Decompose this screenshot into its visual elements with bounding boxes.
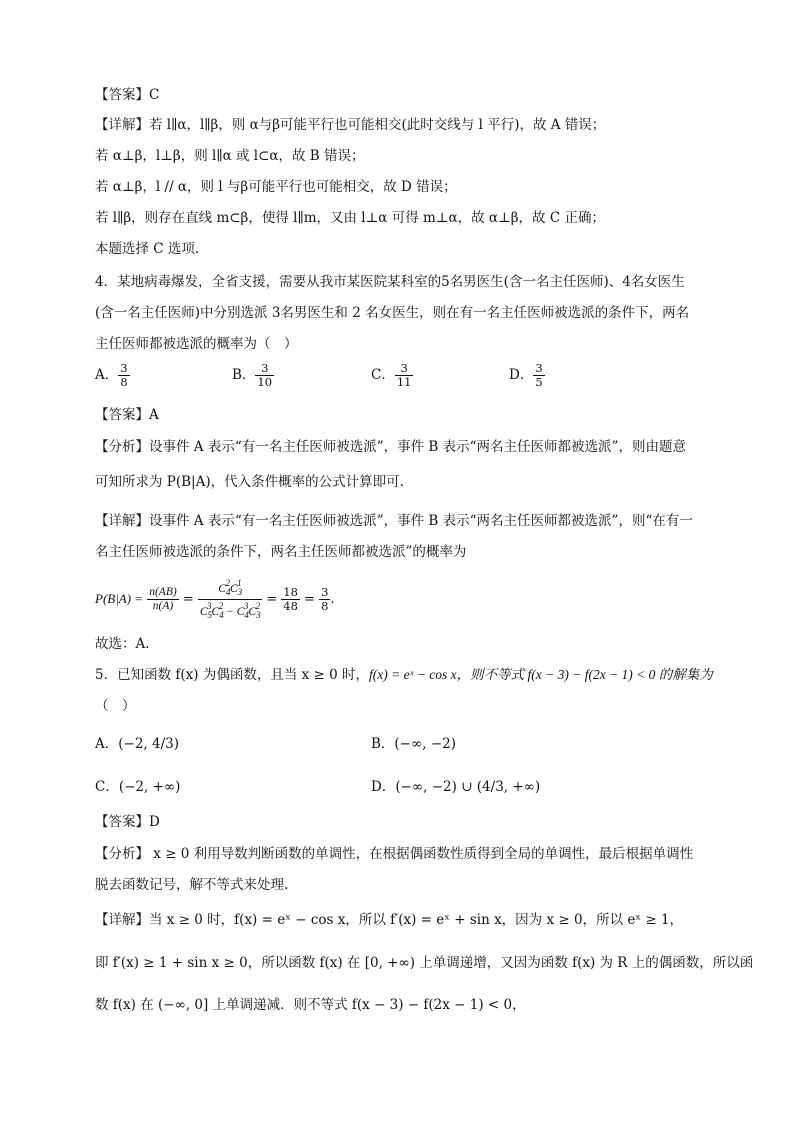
q4-option-a bbox=[95, 362, 130, 389]
q5-answer: 【答案】D bbox=[95, 814, 160, 830]
q5-stem-part: 5．已知函数 f(x) 为偶函数，且当 x ≥ 0 时， bbox=[95, 667, 369, 683]
fraction-denominator: 8 bbox=[321, 599, 329, 613]
fraction-numerator: n(AB) bbox=[149, 586, 177, 598]
q4-detail-line: 【详解】设事件 A 表示“有一名主任医师被选派”，事件 B 表示“两名主任医师都被选派”，则“在有一 bbox=[95, 513, 693, 529]
q3-answer: 【答案】C bbox=[95, 87, 160, 103]
fraction-numerator: 3 bbox=[395, 362, 414, 376]
fraction-denominator: 48 bbox=[283, 599, 298, 613]
q5-detail-line: 【详解】当 x ≥ 0 时，f(x) = eˣ − cos x，所以 f′(x) = eˣ + sin x，因为 x ≥ 0，所以 eˣ ≥ 1， bbox=[95, 912, 684, 928]
fraction-denominator: 10 bbox=[257, 375, 273, 389]
q5-detail-line: 数 f(x) 在 (−∞, 0] 上单调递减．则不等式 f(x − 3) − f(2x − 1) < 0， bbox=[95, 997, 526, 1013]
q4-option-c bbox=[371, 362, 413, 389]
q5-stem-line: （ ） bbox=[95, 698, 136, 714]
q4-option-b bbox=[232, 362, 274, 389]
fraction-denominator: 8 bbox=[120, 375, 128, 389]
q5-option-b: B．(−∞, −2) bbox=[371, 736, 456, 752]
q5-option-d: D．(−∞, −2) ∪ (4/3, +∞) bbox=[371, 779, 541, 795]
combination-fraction: $\frac{C_4^2C_3^1}{C_5^3C_4^2 - C_4^3C_3^2}$ bbox=[199, 578, 261, 620]
q4-stem-line: (含一名主任医师)中分别选派 3名男医生和 2 名女医生，则在有一名主任医师被选派的条件下，两名 bbox=[95, 305, 690, 321]
q5-option-a: A．(−2, 4/3) bbox=[95, 736, 179, 752]
q5-analysis-line: 【分析】 x ≥ 0 利用导数判断函数的单调性，在根据偶函数性质得到全局的单调性，最后根据单调性 bbox=[95, 846, 694, 862]
option-label: C． bbox=[371, 367, 395, 383]
fraction-numerator: 3 bbox=[321, 585, 329, 599]
option-label: A． bbox=[95, 367, 119, 383]
q3-detail-line: 若 α⊥β，l // α，则 l 与β可能平行也可能相交，故 D 错误； bbox=[95, 179, 457, 195]
q5-stem-part: f(x) = eˣ − cos x，则不等式 f(x − 3) − f(2x − 1) < 0 的解集为 bbox=[369, 667, 713, 682]
q5-stem-line bbox=[95, 665, 713, 685]
q3-detail-line: 【详解】若 l∥α，l∥β，则 α与β可能平行也可能相交(此时交线与 l 平行)，故 A 错误； bbox=[95, 117, 606, 133]
q4-stem-line: 4．某地病毒爆发，全省支援，需要从我市某医院某科室的5名男医生(含一名主任医师)、4名女医生 bbox=[95, 274, 685, 290]
option-label: B． bbox=[232, 367, 256, 383]
q5-option-c: C．(−2, +∞) bbox=[95, 779, 181, 795]
q4-detail-line: 名主任医师被选派的条件下，两名主任医师都被选派”的概率为 bbox=[95, 544, 467, 560]
q4-answer: 【答案】A bbox=[95, 407, 159, 423]
fraction-denominator: 5 bbox=[535, 375, 543, 389]
q4-probability-formula: P(B|A) = $\frac{n(AB)}{n(A)}$ = $\frac{C_4^2C_3^1}{C_5^3C_4^2 - C_4^3C_3^2}$ = $\frac{18}{48}$ = $\frac{3}{8}$ . bbox=[95, 578, 335, 620]
q5-detail-line: 即 f′(x) ≥ 1 + sin x ≥ 0，所以函数 f(x) 在 [0, +∞) 上单调递增，又因为函数 f(x) 为 R 上的偶函数，所以函 bbox=[95, 955, 754, 971]
fraction-numerator: 18 bbox=[283, 585, 298, 599]
q3-conclusion: 本题选择 C 选项. bbox=[95, 241, 200, 257]
fraction-denominator: n(A) bbox=[152, 600, 174, 612]
q4-option-d bbox=[509, 362, 545, 389]
formula-lhs: P(B|A) = bbox=[95, 591, 144, 606]
fraction-numerator: 3 bbox=[535, 361, 543, 375]
q3-detail-line: 若 α⊥β，l⊥β，则 l∥α 或 l⊂α，故 B 错误； bbox=[95, 148, 365, 164]
fraction-numerator: 3 bbox=[255, 362, 274, 376]
q4-choice: 故选：A. bbox=[95, 636, 150, 652]
q4-stem-line: 主任医师都被选派的概率为（ ） bbox=[95, 336, 298, 352]
q5-analysis-line: 脱去函数记号，解不等式来处理. bbox=[95, 877, 289, 893]
q3-detail-line: 若 l∥β，则存在直线 m⊂β，使得 l∥m，又由 l⊥α 可得 m⊥α，故 α⊥β，故 C 正确； bbox=[95, 210, 605, 226]
option-label: D． bbox=[509, 367, 534, 383]
fraction-denominator: 11 bbox=[396, 375, 412, 389]
q4-analysis-line: 可知所求为 P(B|A)，代入条件概率的公式计算即可. bbox=[95, 474, 404, 490]
fraction-numerator: 3 bbox=[120, 361, 128, 375]
q4-analysis-line: 【分析】设事件 A 表示“有一名主任医师被选派”，事件 B 表示“两名主任医师都被选派”，则由题意 bbox=[95, 439, 686, 455]
